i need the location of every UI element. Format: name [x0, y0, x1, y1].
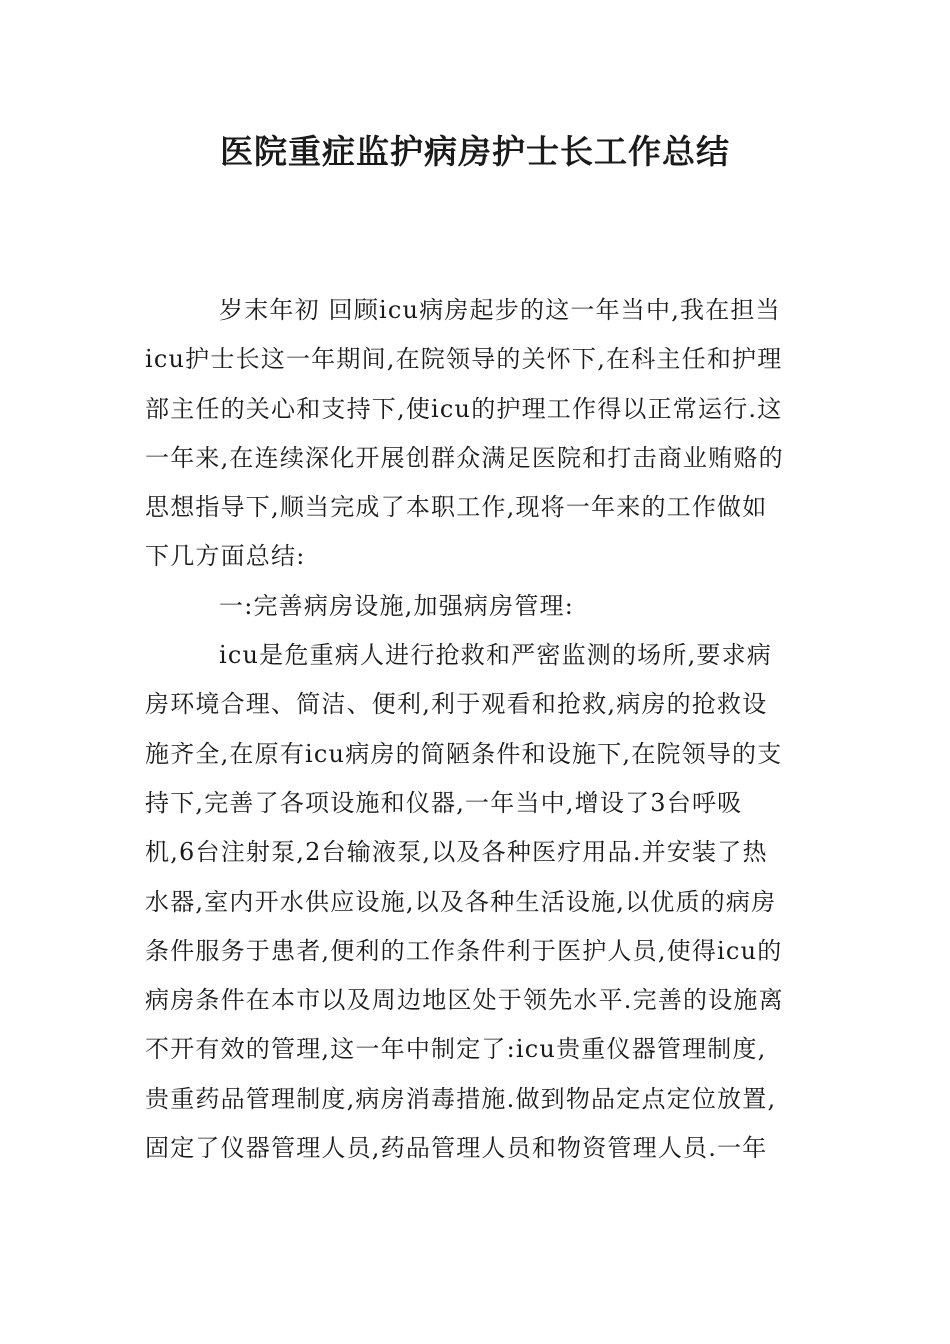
paragraph-line: 思想指导下,顺当完成了本职工作,现将一年来的工作做如	[145, 493, 768, 522]
document-title: 医院重症监护病房护士长工作总结	[220, 132, 730, 171]
paragraph-line: icu护士长这一年期间,在院领导的关怀下,在科主任和护理	[145, 345, 783, 374]
paragraph-line: 固定了仪器管理人员,药品管理人员和物资管理人员.一年	[145, 1134, 768, 1163]
paragraph-line: icu是危重病人进行抢救和严密监测的场所,要求病	[219, 641, 773, 670]
paragraph-line: 病房条件在本市以及周边地区处于领先水平.完善的设施离	[145, 986, 784, 1015]
paragraph-line: 持下,完善了各项设施和仪器,一年当中,增设了3台呼吸	[145, 788, 743, 817]
paragraph-line: 不开有效的管理,这一年中制定了:icu贵重仪器管理制度,	[145, 1035, 767, 1064]
paragraph-line: 下几方面总结:	[145, 542, 306, 571]
paragraph-line: 岁末年初 回顾icu病房起步的这一年当中,我在担当	[219, 296, 781, 324]
paragraph-line: 一年来,在连续深化开展创群众满足医院和打击商业贿赂的	[145, 443, 784, 472]
paragraph-line: 机,6台注射泵,2台输液泵,以及各种医疗用品.并安装了热	[145, 838, 768, 867]
paragraph-line: 施齐全,在原有icu病房的简陋条件和设施下,在院领导的支	[145, 739, 783, 768]
document-body	[145, 286, 809, 1173]
paragraph-line: 房环境合理、简洁、便利,利于观看和抢救,病房的抢救设	[145, 690, 768, 719]
paragraph-line: 部主任的关心和支持下,使icu的护理工作得以正常运行.这	[145, 394, 783, 423]
section-heading: 一:完善病房设施,加强病房管理:	[219, 591, 574, 620]
paragraph-line: 条件服务于患者,便利的工作条件利于医护人员,使得icu的	[145, 936, 783, 965]
paragraph-line: 贵重药品管理制度,病房消毒措施.做到物品定点定位放置,	[145, 1084, 777, 1113]
paragraph-line: 水器,室内开水供应设施,以及各种生活设施,以优质的病房	[145, 887, 777, 916]
